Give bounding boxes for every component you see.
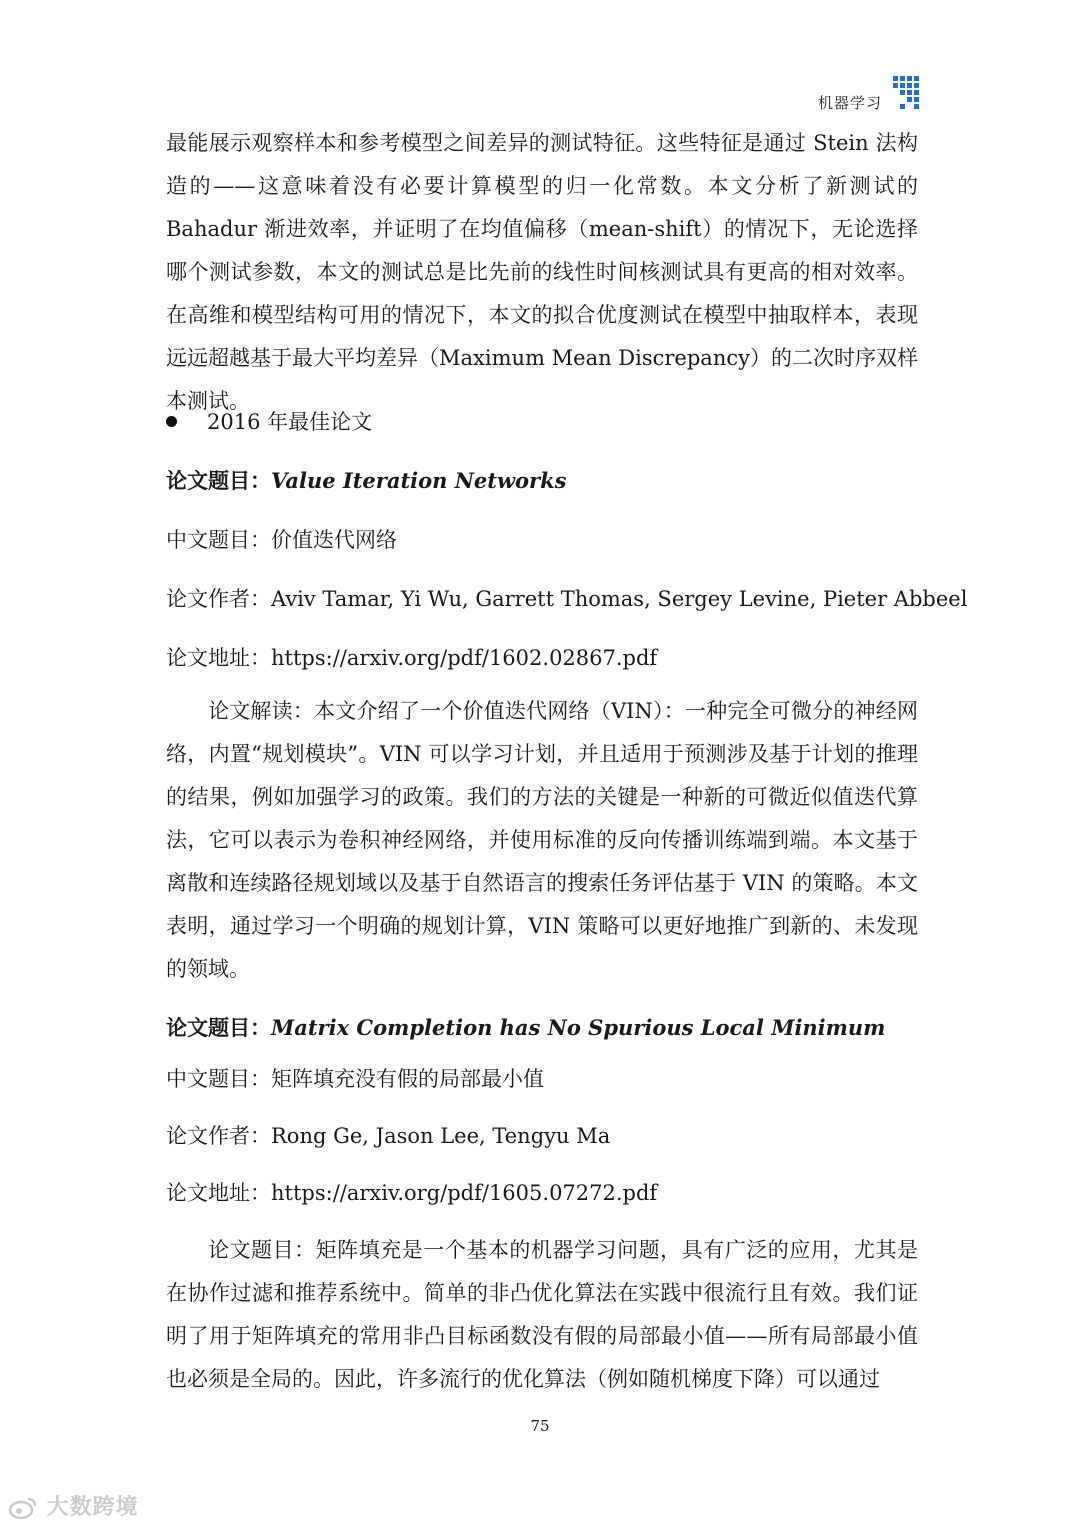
paper-1-cn-title: 价值迭代网络 (271, 528, 397, 552)
paper-1-cn-title-line (166, 525, 397, 555)
bullet-icon (166, 416, 177, 427)
paper-2-authors-line (166, 1121, 610, 1151)
paper-2-authors: Rong Ge, Jason Lee, Tengyu Ma (271, 1124, 611, 1148)
paper-1-title-label: 论文题目： (166, 468, 271, 493)
paper-2-url-link[interactable]: https://arxiv.org/pdf/1605.07272.pdf (271, 1181, 658, 1205)
paper-1-url-label: 论文地址： (166, 646, 271, 670)
paper-2-url-line (166, 1178, 657, 1208)
paper-1-authors: Aviv Tamar, Yi Wu, Garrett Thomas, Sergey Levine, Pieter Abbeel (271, 587, 968, 611)
paper-2-cn-title-line (166, 1064, 544, 1094)
weibo-icon (8, 1496, 38, 1520)
paper-1-summary: 论文解读：本文介绍了一个价值迭代网络（VIN）：一种完全可微分的神经网络，内置“规划模块”。VIN 可以学习计划，并且适用于预测涉及基于计划的推理的结果，例如加强学习的政策。我们的方法的关键是一种新的可微近似值迭代算法，它可以表示为卷积神经网络，并使用标准的反向传播训练端到端。本文基于离散和连续路径规划域以及基于自然语言的搜索任务评估基于 VIN 的策略。本文表明，通过学习一个明确的规划计算，VIN 策略可以更好地推广到新的、未发现的领域。 (166, 699, 918, 981)
paper-1-title-en: Value Iteration Networks (271, 468, 567, 493)
paper-1-authors-label: 论文作者： (166, 587, 271, 611)
paper-1-cn-title-label: 中文题目： (166, 528, 271, 552)
paper-2-url-label: 论文地址： (166, 1181, 271, 1205)
paper-2-cn-title: 矩阵填充没有假的局部最小值 (271, 1067, 544, 1091)
paper-2-cn-title-label: 中文题目： (166, 1067, 271, 1091)
watermark (8, 1490, 139, 1521)
section-heading: 2016 年最佳论文 (207, 410, 373, 434)
header-section-label: 机器学习 (818, 94, 883, 112)
paper-1-authors-line (166, 584, 967, 614)
paper-1-url-line (166, 643, 657, 673)
paper-2-title-line (166, 1013, 885, 1043)
paper-1-title-line (166, 466, 567, 496)
page-number: 75 (530, 1417, 550, 1435)
watermark-text: 大数跨境 (46, 1495, 139, 1520)
intro-paragraph: 最能展示观察样本和参考模型之间差异的测试特征。这些特征是通过 Stein 法构造的——这意味着没有必要计算模型的归一化常数。本文分析了新测试的 Bahadur 渐进效率，并证明了在均值偏移（mean-shift）的情况下，无论选择哪个测试参数，本文的测试总是比先前的线性时间核测试具有更高的相对效率。在高维和模型结构可用的情况下，本文的拟合优度测试在模型中抽取样本，表现远远超越基于最大平均差异（Maximum Mean Discrepancy）的二次时序双样本测试。 (166, 131, 918, 413)
dotted-square-logo-icon (893, 76, 919, 110)
paper-2-summary: 论文题目：矩阵填充是一个基本的机器学习问题，具有广泛的应用，尤其是在协作过滤和推荐系统中。简单的非凸优化算法在实践中很流行且有效。我们证明了用于矩阵填充的常用非凸目标函数没有假的局部最小值——所有局部最小值也必须是全局的。因此，许多流行的优化算法（例如随机梯度下降）可以通过 (166, 1238, 918, 1391)
paper-2-title-en: Matrix Completion has No Spurious Local Minimum (271, 1015, 886, 1040)
paper-1-url-link[interactable]: https://arxiv.org/pdf/1602.02867.pdf (271, 646, 658, 670)
paper-2-title-label: 论文题目： (166, 1015, 271, 1040)
paper-2-authors-label: 论文作者： (166, 1124, 271, 1148)
